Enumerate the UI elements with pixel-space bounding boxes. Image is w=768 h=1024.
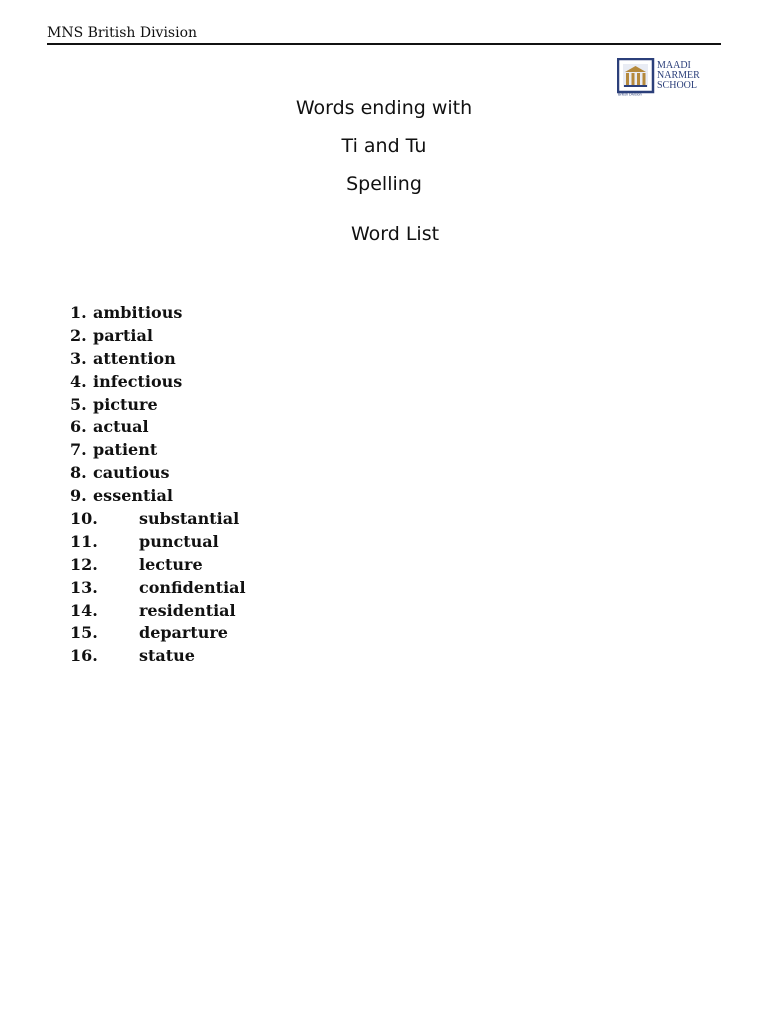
item-word: attention [93, 348, 176, 368]
item-word: residential [139, 600, 236, 620]
list-item [70, 645, 195, 668]
logo-subline: British Division [618, 92, 642, 96]
logo-line2: NARMER [657, 70, 700, 81]
item-number: 2. [70, 325, 87, 345]
item-number: 15. [70, 623, 98, 643]
item-number: 8. [70, 463, 87, 483]
item-number: 13. [70, 577, 98, 597]
list-item [70, 485, 173, 508]
item-number: 3. [70, 348, 87, 368]
item-word: substantial [139, 509, 240, 529]
list-item [70, 554, 203, 577]
list-item [70, 577, 246, 600]
school-logo [617, 58, 717, 96]
list-item [70, 325, 153, 348]
title-line-3: Spelling [346, 173, 422, 195]
list-item [70, 439, 158, 462]
word-list [70, 302, 246, 668]
word-list-heading: Word List [350, 223, 440, 245]
item-number: 9. [70, 486, 87, 506]
item-word: ambitious [93, 303, 183, 322]
list-item [70, 302, 183, 325]
item-word: patient [93, 440, 158, 460]
list-item [70, 416, 149, 439]
item-number: 12. [70, 554, 98, 574]
list-item [70, 622, 228, 645]
item-number: 11. [70, 531, 98, 551]
item-word: actual [93, 417, 149, 437]
item-number: 5. [70, 394, 87, 414]
list-item [70, 371, 183, 394]
item-word: picture [93, 394, 158, 414]
list-item [70, 462, 170, 485]
header-division: MNS British Division [47, 25, 198, 41]
item-word: infectious [93, 371, 183, 391]
item-number: 16. [70, 646, 98, 666]
logo-line3: SCHOOL [657, 80, 698, 91]
list-item [70, 508, 240, 531]
item-number: 10. [70, 509, 98, 529]
item-word: departure [139, 623, 228, 643]
item-word: punctual [139, 531, 219, 551]
item-number: 6. [70, 417, 87, 437]
list-item [70, 348, 176, 371]
list-item [70, 600, 236, 623]
item-word: confidential [139, 577, 246, 597]
item-word: statue [139, 646, 195, 666]
item-number: 7. [70, 440, 87, 460]
header-rule [47, 43, 721, 45]
school-logo-icon [617, 58, 717, 96]
title-line-1: Words ending with [295, 97, 473, 119]
item-word: lecture [139, 554, 203, 574]
item-number: 14. [70, 600, 98, 620]
item-word: cautious [93, 463, 170, 483]
list-item [70, 531, 219, 554]
item-number: 1. [70, 303, 87, 322]
item-word: partial [93, 325, 153, 345]
list-item [70, 394, 158, 417]
title-line-2: Ti and Tu [341, 135, 427, 157]
item-word: essential [93, 486, 173, 506]
logo-line1: MAADI [657, 60, 691, 71]
item-number: 4. [70, 371, 87, 391]
